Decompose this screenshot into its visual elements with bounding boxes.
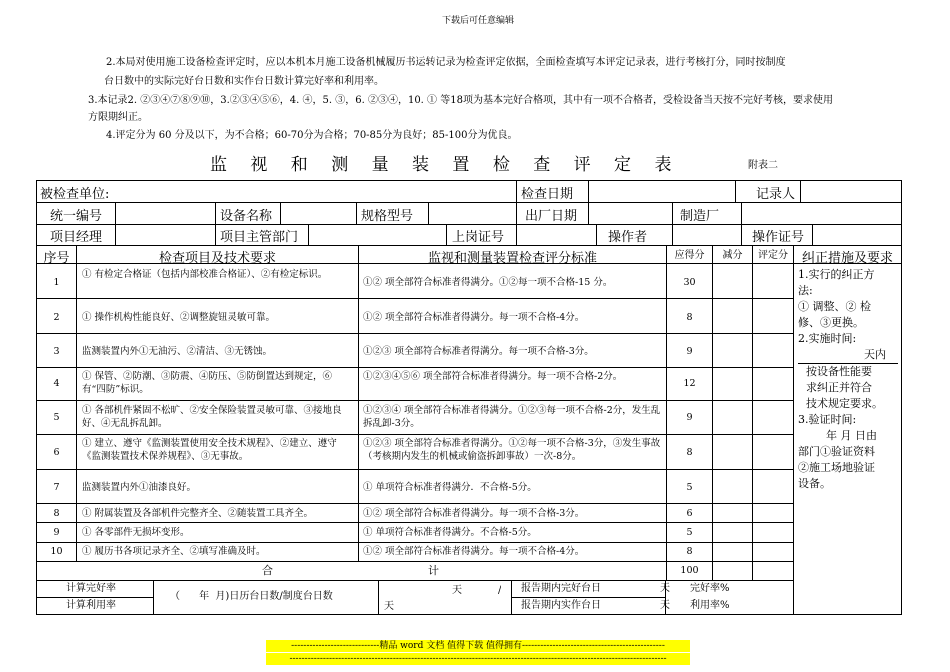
factory-date-label: 出厂日期 bbox=[525, 209, 578, 224]
formula-label: （ 年 月)日历台日数/制度台日数 bbox=[170, 591, 333, 602]
row-item: ① 履历书各项记录齐全、②填写准确及时。 bbox=[82, 546, 266, 557]
row-item: ① 附属装置及各部机件完整齐全、②随装置工具齐全。 bbox=[82, 508, 314, 519]
spec-model-label: 规格型号 bbox=[361, 209, 414, 224]
corrective-line: 技术规定要求。 bbox=[806, 397, 883, 410]
row-score: 12 bbox=[683, 378, 696, 389]
form-title: 监 视 和 测 量 装 置 检 查 评 定 表 bbox=[210, 155, 681, 175]
use-days-label: 报告期内实作台日 bbox=[521, 600, 601, 611]
corrective-line: 按设备性能要 bbox=[806, 365, 872, 378]
post-cert-label: 上岗证号 bbox=[452, 230, 505, 245]
row-standard: ①②③ 项全部符合标准者得满分。每一项不合格-3分。 bbox=[363, 346, 594, 357]
slash-mark: / bbox=[498, 585, 502, 596]
row-score: 8 bbox=[686, 546, 693, 557]
corrective-line: 年 月 日由 bbox=[826, 429, 877, 442]
row-standard: ①② 项全部符合标准者得满分。每一项不合格-3分。 bbox=[363, 508, 585, 519]
project-manager-label: 项目经理 bbox=[50, 230, 103, 245]
operator-cert-label: 操作证号 bbox=[752, 230, 805, 245]
note-line-4: 方限期纠正。 bbox=[88, 112, 148, 123]
row-no: 10 bbox=[50, 546, 63, 557]
note-line-5: 4.评定分为 60 分及以下，为不合格；60-70分为合格；70-85分为良好；85-100分为优良。 bbox=[106, 130, 518, 141]
project-dept-label: 项目主管部门 bbox=[220, 230, 299, 245]
row-item: ① 操作机构性能良好、②调整旋钮灵敏可靠。 bbox=[82, 312, 276, 323]
annex-label: 附表二 bbox=[748, 160, 778, 171]
equipment-name-label: 设备名称 bbox=[220, 209, 273, 224]
col-header-no: 序号 bbox=[43, 251, 70, 266]
row-score: 6 bbox=[686, 508, 693, 519]
total-score: 100 bbox=[680, 565, 699, 576]
row-item: ① 各部机件紧固不松旷、②安全保险装置灵敏可靠、③接地良好、④无乱拆乱卸。 bbox=[82, 405, 342, 429]
row-score: 5 bbox=[686, 482, 693, 493]
corrective-line: 2.实施时间: bbox=[798, 332, 857, 345]
corrective-line: 3.验证时间: bbox=[798, 413, 857, 426]
row-standard: ① 单项符合标准者得满分。不合格-5分。 bbox=[363, 527, 537, 538]
corrective-line: ① 调整、② 检 bbox=[798, 300, 871, 313]
row-score: 9 bbox=[686, 346, 693, 357]
col-header-item: 检查项目及技术要求 bbox=[158, 251, 276, 266]
note-line-1: 2.本局对使用施工设备检查评定时，应以本机本月施工设备机械履历书运转记录为检查评定依据，全面检查填写本评定记录表，进行考核打分，同时按制度 bbox=[106, 57, 786, 68]
row-no: 8 bbox=[53, 508, 60, 519]
corrective-line: 天内 bbox=[798, 347, 898, 364]
corrective-line: 法: bbox=[798, 284, 813, 297]
use-rate-label: 利用率% bbox=[690, 600, 730, 611]
corrective-line: 设备。 bbox=[798, 477, 831, 490]
corrective-line: 求纠正并符合 bbox=[806, 381, 872, 394]
row-no: 9 bbox=[53, 527, 60, 538]
row-standard: ①②③ 项全部符合标准者得满分。①②每一项不合格-3分，③发生事故（考核期内发生的机械或偷盗拆卸事故）一次-8分。 bbox=[363, 438, 661, 462]
corrective-measures bbox=[798, 267, 898, 492]
day-mark-4: 天 bbox=[660, 600, 670, 611]
footer-banner: -----------------------------精品 word 文档 值得下载 值得拥有----------------------------------------------- bbox=[266, 640, 690, 652]
row-no: 5 bbox=[53, 412, 60, 423]
corrective-line: 部门①验证资料 bbox=[798, 445, 875, 458]
row-item: 监测装置内外①油漆良好。 bbox=[82, 482, 197, 493]
row-no: 6 bbox=[53, 447, 60, 458]
corrective-line: 1.实行的纠正方 bbox=[798, 268, 875, 281]
rate-good-label: 计算完好率 bbox=[66, 583, 116, 594]
corrective-line: 修、③更换。 bbox=[798, 316, 864, 329]
good-rate-label: 完好率% bbox=[690, 583, 730, 594]
row-no: 7 bbox=[53, 482, 60, 493]
row-item: ① 建立、遵守《监测装置使用安全技术规程》、②建立、遵守《监测装置技术保养规程》、③无事故。 bbox=[82, 438, 337, 462]
day-mark-1: 天 bbox=[452, 585, 462, 596]
corrective-line: ②施工场地验证 bbox=[798, 461, 875, 474]
note-line-3: 3.本记录2. ②③④⑦⑧⑨⑩，3.②③④⑤⑥，4. ④，5. ③，6. ②③④，10. ① 等18项为基本完好合格项，其中有一项不合格者，受检设备当天按不完好考核，要求使用 bbox=[88, 95, 833, 106]
top-note: 下载后可任意编辑 bbox=[442, 16, 515, 26]
footer-line: ---------------------------------------------------------------------------------------------------------------------------- bbox=[266, 653, 690, 665]
inspection-date-label: 检查日期 bbox=[521, 187, 574, 202]
row-score: 8 bbox=[686, 447, 693, 458]
row-no: 2 bbox=[53, 312, 60, 323]
row-no: 1 bbox=[53, 277, 60, 288]
total-label-1: 合 bbox=[262, 564, 273, 577]
row-standard: ①② 项全部符合标准者得满分。每一项不合格-4分。 bbox=[363, 546, 585, 557]
col-header-rated: 评定分 bbox=[758, 250, 788, 261]
day-mark-3: 天 bbox=[660, 583, 670, 594]
day-mark-2: 天 bbox=[384, 601, 394, 612]
note-line-2: 台日数中的实际完好台日数和实作台日数计算完好率和利用率。 bbox=[104, 76, 384, 87]
row-score: 30 bbox=[683, 277, 696, 288]
row-item: 监测装置内外①无油污、②清洁、③无锈蚀。 bbox=[82, 346, 273, 357]
row-standard: ①②③④ 项全部符合标准者得满分。①②③每一项不合格-2分，发生乱拆乱卸-3分。 bbox=[363, 405, 661, 429]
operator-label: 操作者 bbox=[608, 230, 648, 245]
col-header-deduct: 减分 bbox=[722, 250, 743, 261]
row-standard: ① 单项符合标准者得满分．不合格-5分。 bbox=[363, 482, 537, 493]
row-item: ① 各零部件无损坏变形。 bbox=[82, 527, 190, 538]
row-no: 4 bbox=[53, 378, 60, 389]
row-standard: ①② 项全部符合标准者得满分。①②每一项不合格-15 分。 bbox=[363, 277, 613, 288]
inspected-unit-label: 被检查单位: bbox=[40, 187, 110, 202]
col-header-standard: 监视和测量装置检查评分标准 bbox=[427, 251, 597, 266]
row-no: 3 bbox=[53, 346, 60, 357]
rate-use-label: 计算利用率 bbox=[66, 600, 116, 611]
row-score: 5 bbox=[686, 527, 693, 538]
total-label-2: 计 bbox=[428, 564, 439, 577]
row-item: ① 保管、②防潮、③防震、④防压、⑤防倒置达到规定，⑥有“四防”标识。 bbox=[82, 371, 333, 395]
row-standard: ①②③④⑤⑥ 项全部符合标准者得满分。每一项不合格-2分。 bbox=[363, 371, 623, 382]
row-standard: ①② 项全部符合标准者得满分。每一项不合格-4分。 bbox=[363, 312, 585, 323]
col-header-score: 应得分 bbox=[674, 250, 705, 261]
row-score: 9 bbox=[686, 412, 693, 423]
unified-number-label: 统一编号 bbox=[50, 209, 103, 224]
good-days-label: 报告期内完好台日 bbox=[521, 583, 601, 594]
col-header-corrective: 纠正措施及要求 bbox=[801, 251, 893, 266]
recorder-label: 记录人 bbox=[756, 187, 796, 202]
row-score: 8 bbox=[686, 312, 693, 323]
manufacturer-label: 制造厂 bbox=[680, 209, 720, 224]
row-item: ① 有检定合格证（包括内部校准合格证）、②有检定标识。 bbox=[82, 269, 328, 280]
